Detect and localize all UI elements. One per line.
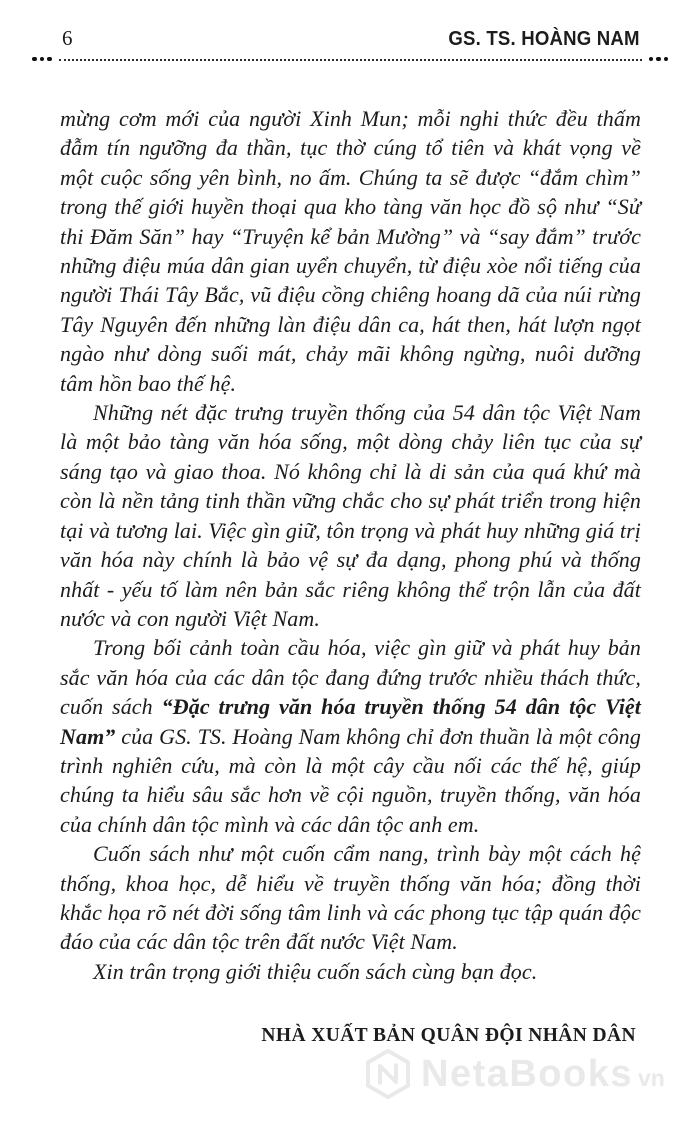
book-title: “Đặc trưng văn hóa truyền thống 54 dân tộc Việt Nam” — [60, 694, 641, 749]
paragraph-continuation: mừng cơm mới của người Xinh Mun; mỗi nghi thức đều thấm đẫm tín ngưỡng đa thần, tục thờ cúng tổ tiên và khát vọng về một cuộc sống yên bình, no ấm. Chúng ta sẽ được “đắm chìm” trong thế giới huyền thoại qua kho tàng văn học đồ sộ như “Sử thi Đăm Săn” hay “Truyện kể bản Mường” và “say đắm” trước những điệu múa dân gian uyển chuyển, từ điệu xòe nổi tiếng của người Thái Tây Bắc, vũ điệu cồng chiêng hoang dã của núi rừng Tây Nguyên đến những làn điệu dân ca, hát then, hát lượn ngọt ngào như dòng suối mát, chảy mãi không ngừng, nuôi dưỡng tâm hồn bao thế hệ. — [60, 106, 641, 396]
running-header — [62, 26, 640, 51]
rule-dots-right-icon — [649, 57, 669, 62]
paragraph-book-intro-before: Trong bối cảnh toàn cầu hóa, việc gìn giữ và phát huy bản sắc văn hóa của các dân tộc đang đứng trước nhiều thách thức, cuốn sách — [60, 635, 641, 720]
paragraph-handbook: Cuốn sách như một cuốn cẩm nang, trình bày một cách hệ thống, khoa học, dễ hiểu về truyền thống văn hóa; đồng thời khắc họa rõ nét đời sống tâm linh và các phong tục tập quán độc đáo của các dân tộc trên đất nước Việt Nam. — [60, 841, 641, 955]
paragraph-book-intro-after: của GS. TS. Hoàng Nam không chỉ đơn thuần là một công trình nghiên cứu, mà còn là một cây cầu nối các thế hệ, giúp chúng ta hiểu sâu sắc hơn về cội nguồn, truyền thống, văn hóa của chính dân tộc mình và các dân tộc anh em. — [60, 723, 641, 837]
rule-dots-left-icon — [32, 57, 52, 62]
paragraph-traits: Những nét đặc trưng truyền thống của 54 dân tộc Việt Nam là một bảo tàng văn hóa sống, một dòng chảy liên tục của sự sáng tạo và giao thoa. Nó không chỉ là di sản của quá khứ mà còn là nền tảng tinh thần vững chắc cho sự phát triển trong hiện tại và tương lai. Việc gìn giữ, tôn trọng và phát huy những giá trị văn hóa này chính là bảo vệ sự đa dạng, phong phú và thống nhất - yếu tố làm nên bản sắc riêng không thể trộn lẫn của đất nước và con người Việt Nam. — [60, 400, 641, 631]
paragraph-closing: Xin trân trọng giới thiệu cuốn sách cùng bạn đọc. — [93, 958, 538, 984]
watermark-domain-suffix: vn — [638, 1064, 665, 1091]
body-text — [60, 104, 641, 986]
paragraph-book-intro — [60, 633, 641, 839]
watermark-brand-text: NetaBooks — [421, 1053, 633, 1095]
header-author: GS. TS. HOÀNG NAM — [448, 28, 640, 50]
page-number: 6 — [62, 26, 73, 50]
netabooks-watermark — [364, 1048, 665, 1100]
publisher-name: NHÀ XUẤT BẢN QUÂN ĐỘI NHÂN DÂN — [261, 1025, 636, 1046]
rule-dotted-line — [59, 59, 642, 61]
netabooks-hexagon-n-logo-icon — [364, 1048, 412, 1100]
header-dotted-rule — [32, 54, 668, 64]
